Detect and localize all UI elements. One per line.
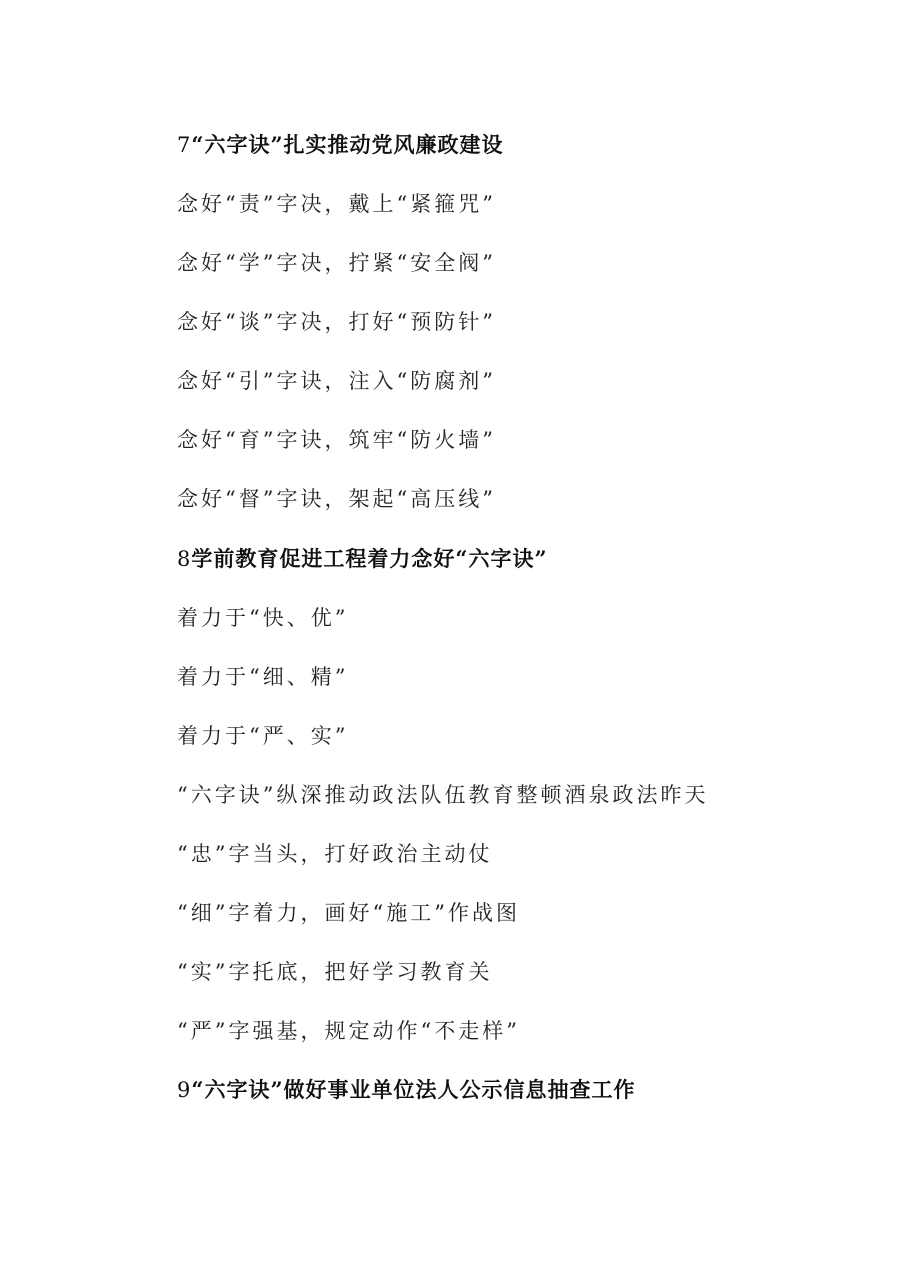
list-item: “细”字着力，画好“施工”作战图: [177, 901, 520, 925]
section-title: 学前教育促进工程着力念好“六字诀”: [191, 546, 548, 571]
list-item: 念好“引”字诀，注入“防腐剂”: [177, 369, 496, 393]
section-title: “六字诀”做好事业单位法人公示信息抽查工作: [191, 1077, 636, 1102]
list-item: 念好“学”字决，拧紧“安全阀”: [177, 251, 496, 275]
list-item: 着力于“严、实”: [177, 724, 349, 748]
list-item: 念好“谈”字决，打好“预防针”: [177, 310, 496, 334]
list-item: 着力于“细、精”: [177, 665, 349, 689]
section-number: 9: [177, 1078, 192, 1102]
list-item: 念好“督”字诀，架起“高压线”: [177, 487, 496, 511]
section-heading-7: [177, 131, 504, 159]
list-item: “实”字托底，把好学习教育关: [177, 960, 493, 984]
list-item: “忠”字当头，打好政治主动仗: [177, 842, 493, 866]
section-heading-9: [177, 1076, 636, 1104]
section-heading-8: [177, 545, 548, 573]
section-number: 7: [177, 133, 192, 157]
list-item: 念好“育”字诀，筑牢“防火墙”: [177, 428, 496, 452]
section-title: “六字诀”扎实推动党风廉政建设: [191, 132, 504, 157]
list-item: “严”字强基，规定动作“不走样”: [177, 1019, 520, 1043]
section-number: 8: [177, 547, 192, 571]
list-item: 念好“责”字决，戴上“紧箍咒”: [177, 192, 496, 216]
list-item: “六字诀”纵深推动政法队伍教育整顿酒泉政法昨天: [177, 783, 709, 807]
list-item: 着力于“快、优”: [177, 606, 349, 630]
